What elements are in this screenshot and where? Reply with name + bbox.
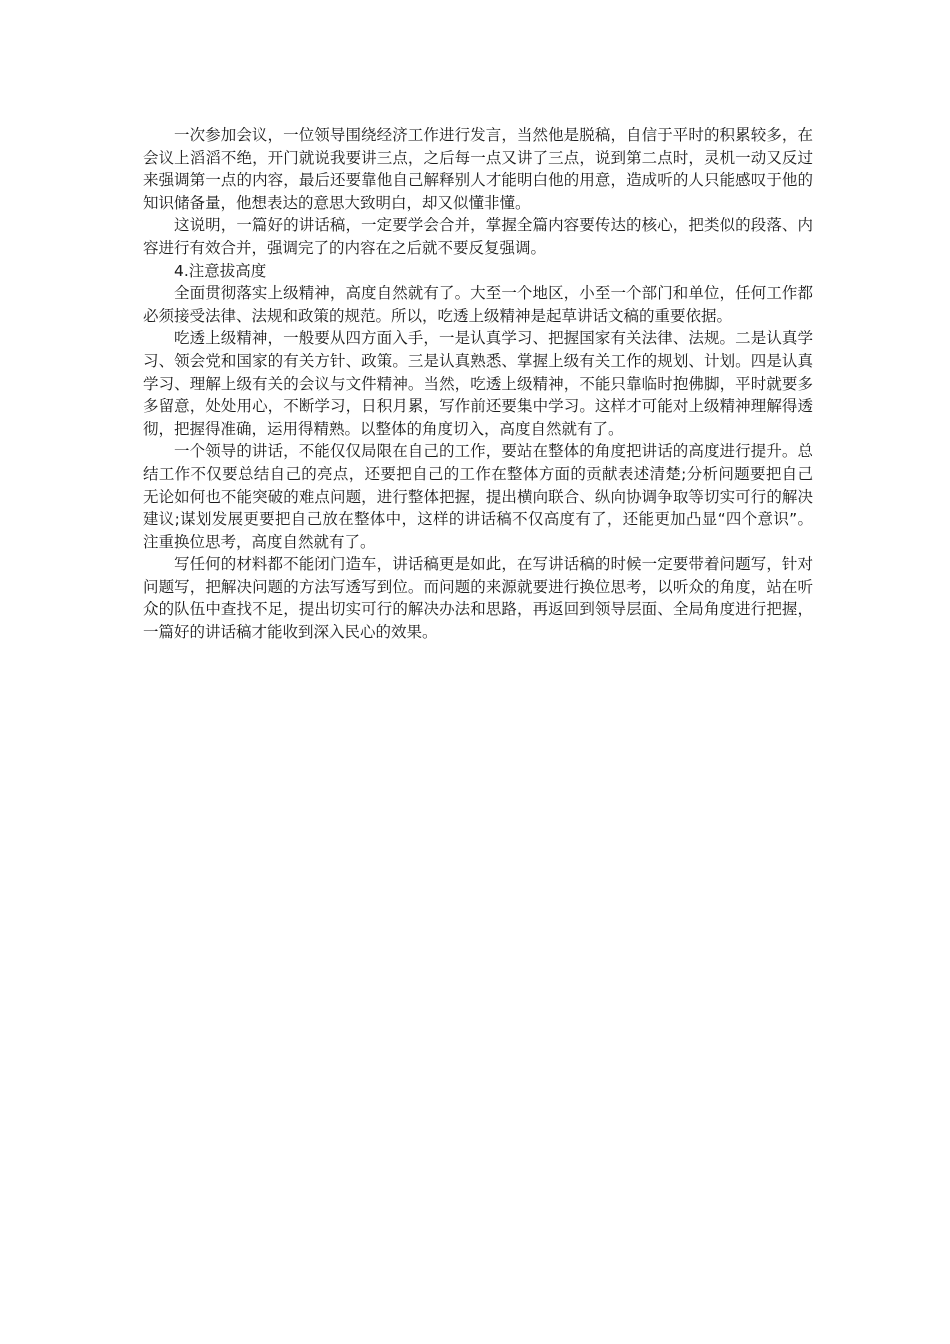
document-body bbox=[143, 124, 813, 644]
paragraph-perspective-taking: 写任何的材料都不能闭门造车，讲话稿更是如此，在写讲话稿的时候一定要带着问题写，针对问题写，把解决问题的方法写透写到位。而问题的来源就要进行换位思考，以听众的角度，站在听众的队伍中查找不足，提出切实可行的解决办法和思路，再返回到领导层面、全局角度进行把握，一篇好的讲话稿才能收到深入民心的效果。 bbox=[143, 555, 813, 642]
paragraph-implement-spirit: 全面贯彻落实上级精神，高度自然就有了。大至一个地区，小至一个部门和单位，任何工作都必须接受法律、法规和政策的规范。所以，吃透上级精神是起草讲话文稿的重要依据。 bbox=[143, 284, 813, 325]
paragraph-four-aspects: 吃透上级精神，一般要从四方面入手，一是认真学习、把握国家有关法律、法规。二是认真学习、领会党和国家的有关方针、政策。三是认真熟悉、掌握上级有关工作的规划、计划。四是认真学习、理解上级有关的会议与文件精神。当然，吃透上级精神，不能只靠临时抱佛脚，平时就要多多留意，处处用心，不断学习，日积月累，写作前还要集中学习。这样才可能对上级精神理解得透彻，把握得准确，运用得精熟。以整体的角度切入，高度自然就有了。 bbox=[143, 329, 813, 438]
section-heading: 4.注意拔高度 bbox=[174, 261, 267, 280]
paragraph-overall-perspective: 一个领导的讲话，不能仅仅局限在自己的工作，要站在整体的角度把讲话的高度进行提升。总结工作不仅要总结自己的亮点，还要把自己的工作在整体方面的贡献表述清楚;分析问题要把自己无论如何也不能突破的难点问题，进行整体把握，提出横向联合、纵向协调争取等切实可行的解决建议;谋划发展更要把自己放在整体中，这样的讲话稿不仅高度有了，还能更加凸显“四个意识”。注重换位思考，高度自然就有了。 bbox=[143, 442, 813, 551]
paragraph-meeting-anecdote: 一次参加会议，一位领导围绕经济工作进行发言，当然他是脱稿，自信于平时的积累较多，在会议上滔滔不绝，开门就说我要讲三点，之后每一点又讲了三点，说到第二点时，灵机一动又反过来强调第一点的内容，最后还要靠他自己解释别人才能明白他的用意，造成听的人只能感叹于他的知识储备量，他想表达的意思大致明白，却又似懂非懂。 bbox=[143, 126, 813, 212]
paragraph-merge-lesson: 这说明，一篇好的讲话稿，一定要学会合并，掌握全篇内容要传达的核心，把类似的段落、内容进行有效合并，强调完了的内容在之后就不要反复强调。 bbox=[143, 216, 813, 257]
